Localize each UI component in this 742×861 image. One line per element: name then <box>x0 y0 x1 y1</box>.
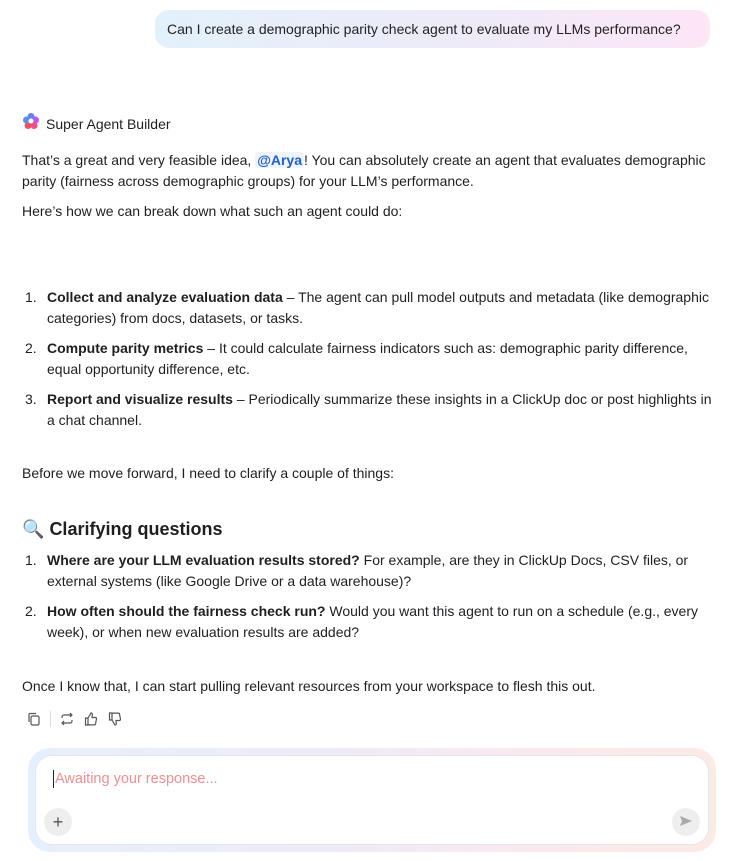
step-item <box>22 287 712 329</box>
question-number: 2. <box>25 603 37 619</box>
step-item <box>22 389 712 431</box>
message-actions <box>26 711 123 727</box>
question-number: 1. <box>25 552 37 568</box>
intro-text: That’s a great and very feasible idea, <box>22 152 256 168</box>
step-number: 3. <box>25 391 37 407</box>
regenerate-icon[interactable] <box>59 711 75 727</box>
divider <box>50 711 51 727</box>
intro-text-cont: ! You can absolutely create an agent that evaluates demographic parity (fairness across demographic groups) for your LLM’s performance. <box>22 152 706 189</box>
add-attachment-button[interactable] <box>44 808 72 836</box>
question-text: For example, are they in ClickUp Docs, CSV files, or external systems (like Google Drive or a data warehouse)? <box>47 552 689 589</box>
send-button[interactable] <box>672 808 700 836</box>
clarify-intro: Before we move forward, I need to clarify a couple of things: <box>22 465 394 481</box>
user-message-bubble <box>155 10 710 48</box>
step-text: – The agent can pull model outputs and metadata (like demographic categories) from docs, datasets, or tasks. <box>47 289 709 326</box>
user-message-text: Can I create a demographic parity check agent to evaluate my LLMs performance? <box>167 21 681 37</box>
send-icon <box>679 812 693 833</box>
step-title: Compute parity metrics <box>47 340 204 356</box>
user-mention[interactable]: @Arya <box>257 152 303 168</box>
question-title: How often should the fairness check run? <box>47 603 326 619</box>
step-title: Collect and analyze evaluation data <box>47 289 283 305</box>
composer <box>28 748 716 852</box>
breakdown-intro: Here’s how we can break down what such an agent could do: <box>22 203 403 219</box>
step-title: Report and visualize results <box>47 391 233 407</box>
agent-header <box>22 112 171 135</box>
plus-icon: + <box>52 811 64 832</box>
question-item <box>22 550 712 592</box>
message-input[interactable]: Awaiting your response... <box>55 771 218 787</box>
copy-icon[interactable] <box>26 711 42 727</box>
questions-heading-text: Clarifying questions <box>49 519 223 539</box>
closing-paragraph: Once I know that, I can start pulling relevant resources from your workspace to flesh this out. <box>22 678 596 694</box>
intro-paragraph <box>22 150 712 192</box>
step-text: – It could calculate fairness indicators such as: demographic parity difference, equal opportunity difference, etc. <box>47 340 688 377</box>
thumbs-down-icon[interactable] <box>107 711 123 727</box>
question-title: Where are your LLM evaluation results stored? <box>47 552 360 568</box>
step-number: 1. <box>25 289 37 305</box>
step-text: – Periodically summarize these insights in a ClickUp doc or post highlights in a chat channel. <box>47 391 712 428</box>
step-item <box>22 338 712 380</box>
step-number: 2. <box>25 340 37 356</box>
agent-name: Super Agent Builder <box>46 115 171 132</box>
question-text: Would you want this agent to run on a schedule (e.g., every week), or when new evaluation results are added? <box>47 603 699 640</box>
question-item <box>22 601 712 643</box>
agent-flower-icon <box>22 112 40 135</box>
questions-heading <box>22 517 222 541</box>
thumbs-up-icon[interactable] <box>83 711 99 727</box>
composer-box <box>36 756 708 844</box>
magnifier-icon: 🔍 <box>22 519 45 539</box>
